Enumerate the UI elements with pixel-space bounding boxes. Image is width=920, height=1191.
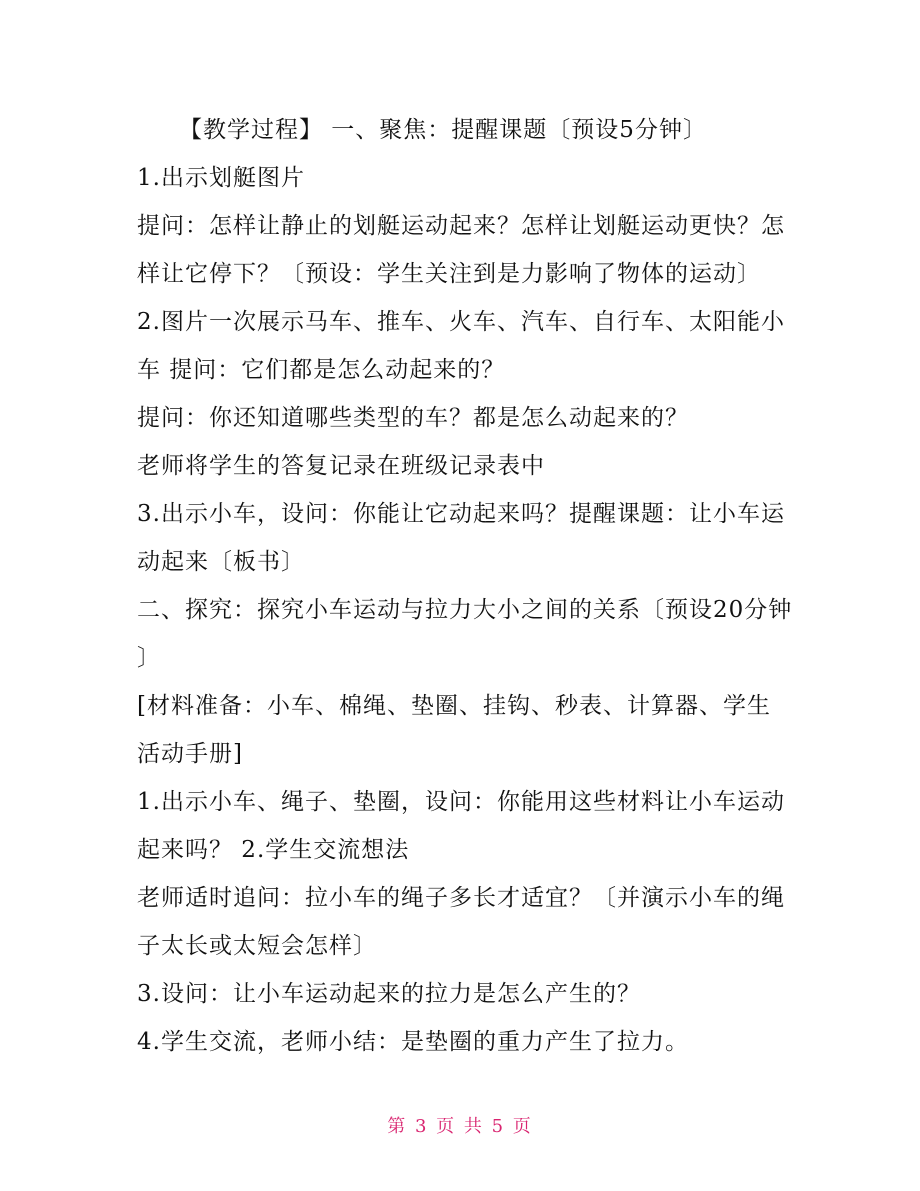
paragraph-line: 3.出示小车，设问：你能让它动起来吗？提醒课题：让小车运 [137,501,785,527]
paragraph-line: 老师适时追问：拉小车的绳子多长才适宜？〔并演示小车的绳 [137,885,785,911]
section-heading-2: 二、探究：探究小车运动与拉力大小之间的关系〔预设20分钟 [137,597,793,623]
paragraph-line: 动起来〔板书〕 [137,549,305,575]
paragraph-line: 2.图片一次展示马车、推车、火车、汽车、自行车、太阳能小 [137,309,785,335]
paragraph-line: 3.设问：让小车运动起来的拉力是怎么产生的？ [137,981,641,1007]
paragraph-line: 4.学生交流，老师小结：是垫圈的重力产生了拉力。 [137,1029,689,1055]
paragraph-line: 提问：怎样让静止的划艇运动起来？怎样让划艇运动更快？怎 [137,213,785,239]
paragraph-line: 样让它停下？〔预设：学生关注到是力影响了物体的运动〕 [137,261,761,287]
paragraph-line: 老师将学生的答复记录在班级记录表中 [137,453,545,479]
paragraph-line: [材料准备：小车、棉绳、垫圈、挂钩、秒表、计算器、学生 [137,693,771,719]
paragraph-line: 1.出示划艇图片 [137,165,305,191]
paragraph-line: 活动手册] [137,741,243,767]
page-number-footer: 第 3 页 共 5 页 [387,1116,533,1137]
document-body [137,106,793,1066]
paragraph-line: 起来吗？ 2.学生交流想法 [137,837,410,863]
paragraph-line: 提问：你还知道哪些类型的车？都是怎么动起来的？ [137,405,689,431]
paragraph-line: 车 提问：它们都是怎么动起来的？ [137,357,506,383]
paragraph-line: 1.出示小车、绳子、垫圈，设问：你能用这些材料让小车运动 [137,789,785,815]
paragraph-line: 子太长或太短会怎样〕 [137,933,377,959]
section-heading: 【教学过程】 一、聚焦：提醒课题〔预设5分钟〕 [179,117,707,143]
paragraph-line: 〕 [137,645,161,671]
